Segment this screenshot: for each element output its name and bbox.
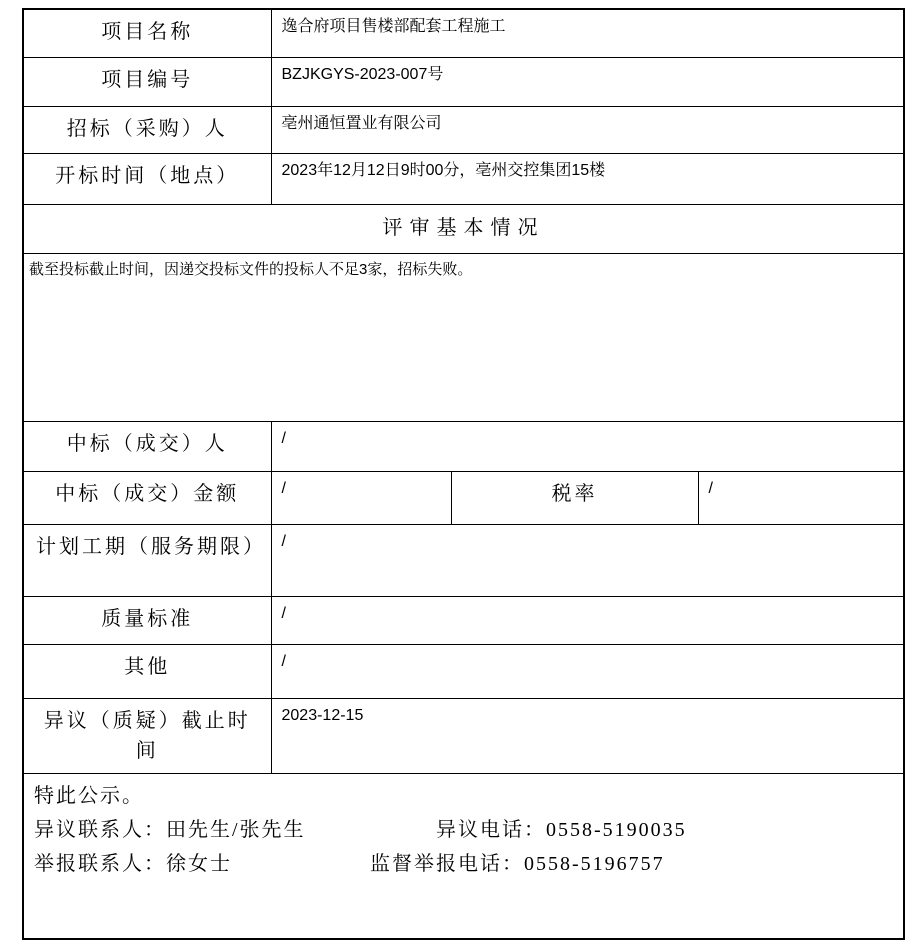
tenderee-value: 亳州通恒置业有限公司 [271,106,904,153]
footer-block [23,773,904,939]
amount-value: / [271,471,451,524]
row-review-header [23,204,904,253]
row-footer [23,773,904,939]
footer-notice: 特此公示。 [34,784,144,807]
report-phone: 监督举报电话：0558-5196757 [370,852,665,875]
row-tenderee [23,106,904,153]
bid-result-table [22,8,905,940]
row-objection-deadline [23,698,904,773]
project-no-label: 项目编号 [23,57,271,106]
row-amount [23,471,904,524]
other-value: / [271,644,904,698]
winner-label: 中标（成交）人 [23,421,271,471]
project-name-label: 项目名称 [23,9,271,57]
tax-rate-value: / [698,471,904,524]
bid-opening-value: 2023年12月12日9时00分，亳州交控集团15楼 [271,153,904,204]
report-contact: 举报联系人：徐女士 [34,852,232,875]
row-quality [23,596,904,644]
other-label: 其他 [23,644,271,698]
duration-value: / [271,524,904,596]
review-result-text: 截至投标截止时间，因递交投标文件的投标人不足3家，招标失败。 [23,253,904,421]
row-bid-opening [23,153,904,204]
quality-label: 质量标准 [23,596,271,644]
project-no-value: BZJKGYS-2023-007号 [271,57,904,106]
amount-label: 中标（成交）金额 [23,471,271,524]
tax-rate-label: 税率 [451,471,698,524]
tenderee-label: 招标（采购）人 [23,106,271,153]
row-project-name [23,9,904,57]
winner-value: / [271,421,904,471]
row-winner [23,421,904,471]
bid-opening-label: 开标时间（地点） [23,153,271,204]
quality-value: / [271,596,904,644]
objection-deadline-value: 2023-12-15 [271,698,904,773]
objection-contact: 异议联系人：田先生/张先生 [34,818,306,841]
review-section-header: 评审基本情况 [23,204,904,253]
objection-phone: 异议电话：0558-5190035 [436,818,687,841]
row-review-result [23,253,904,421]
row-other [23,644,904,698]
duration-label: 计划工期（服务期限） [23,524,271,596]
objection-deadline-label: 异议（质疑）截止时间 [23,698,271,773]
row-duration [23,524,904,596]
project-name-value: 逸合府项目售楼部配套工程施工 [271,9,904,57]
row-project-no [23,57,904,106]
footer-report-line [34,847,893,881]
footer-objection-line [34,813,893,847]
